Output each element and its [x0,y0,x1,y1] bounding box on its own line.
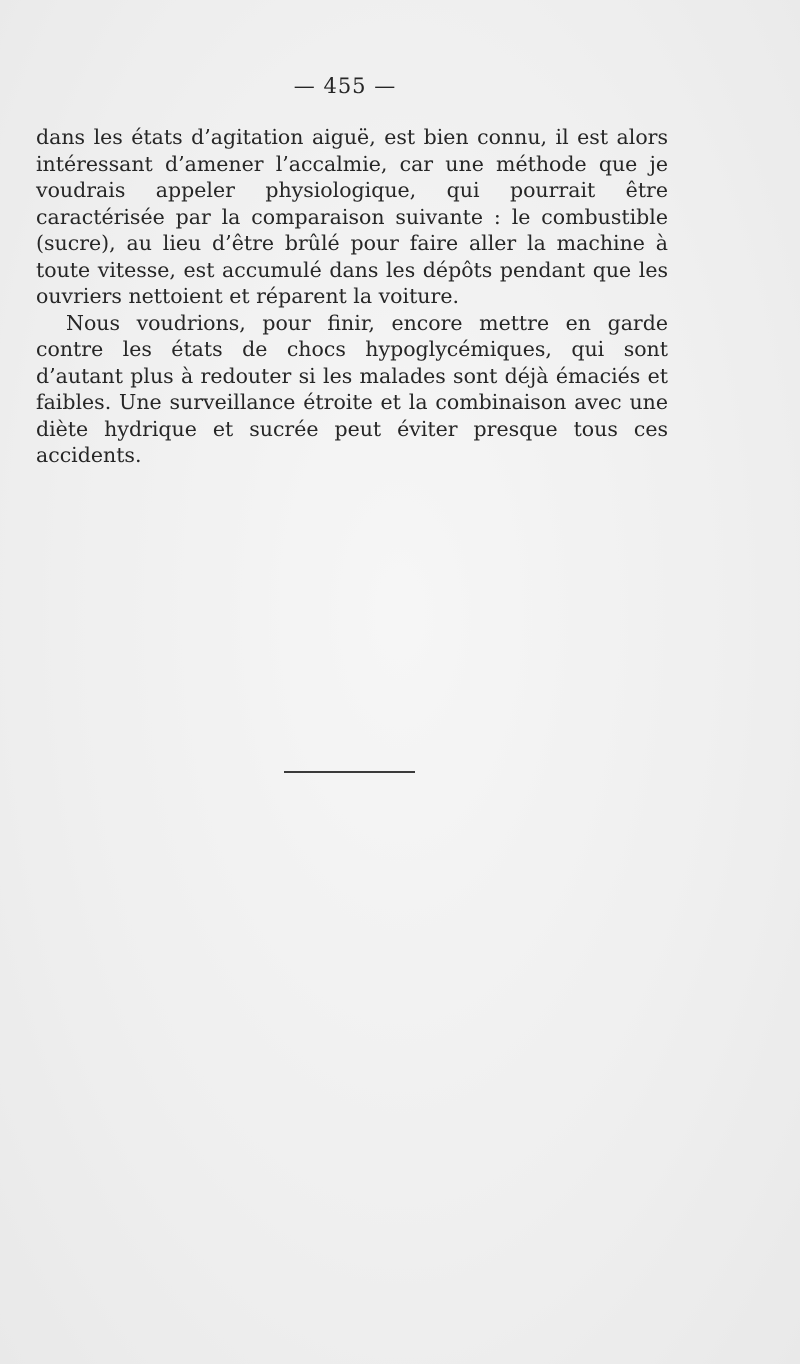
section-end-rule [284,771,415,773]
page-number: — 455 — [293,74,397,98]
paragraph-conclusion: Nous voudrions, pour finir, encore mettre en garde contre les états de chocs hypoglycémiques, qui sont d’autant plus à redouter si les malades sont déjà émaciés et faibles. Une surveillance étroite et la combinaison avec une diète hydrique et sucrée peut éviter presque tous ces accidents. [36,310,668,467]
paragraph-continuation: dans les états d’agitation aiguë, est bien connu, il est alors intéressant d’amener l’accalmie, car une méthode que je voudrais appeler physiologique, qui pourrait être caractérisée par la comparaison suivante : le combustible (sucre), au lieu d’être brûlé pour faire aller la machine à toute vitesse, est accumulé dans les dépôts pendant que les ouvriers nettoient et réparent la voiture. [36,125,668,308]
body-text [36,124,668,469]
